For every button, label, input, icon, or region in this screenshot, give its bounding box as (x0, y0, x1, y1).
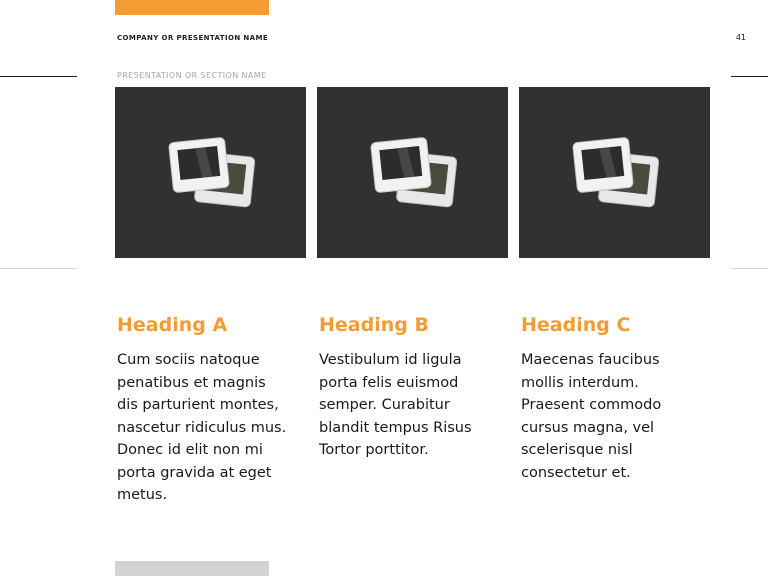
photo-slides-icon (161, 133, 261, 213)
image-placeholder-2[interactable] (317, 87, 508, 258)
header-rule-left (0, 76, 77, 77)
photo-slides-icon (363, 133, 463, 213)
heading-b: Heading B (319, 314, 429, 336)
column-a (117, 314, 289, 507)
heading-a: Heading A (117, 314, 228, 336)
heading-c: Heading C (521, 314, 631, 336)
column-c (521, 314, 693, 484)
column-b (319, 314, 491, 462)
bottom-bar (115, 561, 269, 576)
divider-right (731, 268, 768, 269)
top-accent-bar (115, 0, 269, 15)
divider-left (0, 268, 77, 269)
section-name: PRESENTATION OR SECTION NAME (117, 71, 267, 80)
body-text-b: Vestibulum id ligula porta felis euismod semper. Curabitur blandit tempus Risus Tortor porttitor. (319, 352, 472, 458)
page-number: 41 (735, 33, 746, 42)
image-placeholder-3[interactable] (519, 87, 710, 258)
company-name: COMPANY OR PRESENTATION NAME (117, 34, 269, 42)
body-text-c: Maecenas faucibus mollis interdum. Praesent commodo cursus magna, vel scelerisque nisl consectetur et. (521, 352, 662, 481)
image-placeholder-1[interactable] (115, 87, 306, 258)
photo-slides-icon (565, 133, 665, 213)
body-text-a: Cum sociis natoque penatibus et magnis dis parturient montes, nascetur ridiculus mus. Donec id elit non mi porta gravida at eget metus. (117, 352, 287, 503)
header-rule-right (731, 76, 768, 77)
